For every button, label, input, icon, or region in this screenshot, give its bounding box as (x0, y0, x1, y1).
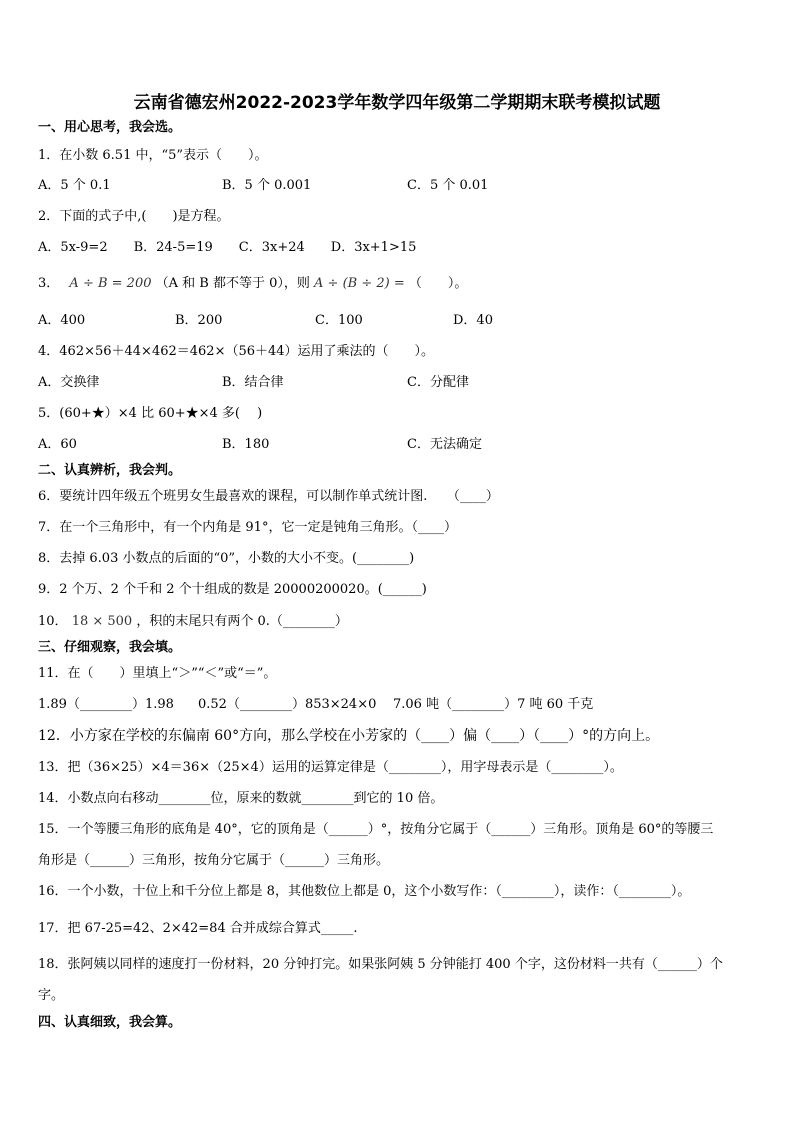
q3-middle-text: （A 和 B 都不等于 0），则 (155, 276, 310, 291)
q10-expression: 18 × 500 (71, 614, 133, 629)
q3-expression-1: A ÷ B = 200 (69, 276, 152, 291)
q11-item-b: 0.52（________）853×24×0 (198, 697, 377, 712)
question-4: 4．462×56＋44×462＝462×（56＋44）运用了乘法的（ ）。 (38, 344, 435, 359)
question-1: 1．在小数 6.51 中，“5”表示（ ）。 (38, 148, 268, 163)
question-2: 2．下面的式子中,( )是方程。 (38, 209, 230, 224)
question-3 (38, 276, 467, 292)
q3-expression-2: A ÷ (B ÷ 2) = (314, 276, 405, 291)
question-15-line-2: 角形是（______）三角形，按角分它属于（______）三角形。 (38, 853, 390, 868)
q3-option-b: B．200 (175, 313, 223, 328)
question-17: 17．把 67-25=42、2×42=84 合并成综合算式_____. (38, 921, 358, 936)
question-7: 7．在一个三角形中，有一个内角是 91°，它一定是钝角三角形。（____） (38, 520, 457, 535)
q5-option-a: A．60 (38, 437, 77, 452)
q10-number: 10． (38, 614, 68, 629)
q3-number: 3． (38, 276, 60, 291)
question-14: 14．小数点向右移动________位，原来的数就________到它的 10 倍。 (38, 791, 444, 806)
page-title: 云南省德宏州2022-2023学年数学四年级第二学期期末联考模拟试题 (133, 93, 661, 113)
q3-option-d: D．40 (453, 313, 493, 328)
section-2-heading: 二、认真辨析，我会判。 (38, 463, 182, 478)
question-10 (38, 614, 348, 630)
q3-option-a: A．400 (38, 313, 86, 328)
section-4-heading: 四、认真细致，我会算。 (38, 1015, 182, 1030)
q4-option-a: A．交换律 (38, 375, 100, 390)
question-12: 12．小方家在学校的东偏南 60°方向，那么学校在小芳家的（____）偏（____）（____）°的方向上。 (38, 728, 660, 744)
question-8: 8．去掉 6.03 小数点的后面的“0”，小数的大小不变。(________) (38, 551, 415, 566)
q5-option-b: B．180 (222, 437, 270, 452)
question-5: 5．(60+★）×4 比 60+★×4 多( ) (38, 406, 263, 421)
question-15-line-1: 15．一个等腰三角形的底角是 40°，它的顶角是（______）°，按角分它属于（______）三角形。顶角是 60°的等腰三 (38, 822, 714, 837)
question-13: 13．把（36×25）×4＝36×（25×4）运用的运算定律是（________），用字母表示是（________）。 (38, 760, 623, 775)
q4-option-b: B．结合律 (222, 375, 284, 390)
q3-option-c: C．100 (315, 313, 363, 328)
question-16: 16．一个小数，十位上和千分位上都是 8，其他数位上都是 0，这个小数写作：（________），读作：（________）。 (38, 884, 691, 899)
question-18-line-2: 字。 (38, 988, 65, 1003)
question-6: 6．要统计四年级五个班男女生最喜欢的课程，可以制作单式统计图. （____） (38, 489, 499, 504)
section-3-heading: 三、仔细观察，我会填。 (38, 640, 182, 655)
q1-option-c: C．5 个 0.01 (407, 178, 489, 193)
q1-option-a: A．5 个 0.1 (38, 178, 111, 193)
q4-option-c: C．分配律 (407, 375, 469, 390)
question-18-line-1: 18．张阿姨以同样的速度打一份材料，20 分钟打完。如果张阿姨 5 分钟能打 400 个字，这份材料一共有（______）个 (38, 957, 723, 972)
question-9: 9．2 个万、2 个千和 2 个十组成的数是 20000200020。(______) (38, 582, 427, 597)
q3-end-text: （ ）。 (408, 276, 468, 291)
section-1-heading: 一、用心思考，我会选。 (38, 120, 182, 135)
q11-item-c: 7.06 吨（________）7 吨 60 千克 (393, 697, 594, 712)
question-11: 11．在（ ）里填上“＞”“＜”或“＝”。 (38, 666, 277, 681)
q10-text: ，积的末尾只有两个 0.（________） (136, 614, 348, 629)
q11-item-a: 1.89（________）1.98 (38, 697, 174, 712)
q2-options: A．5x-9=2 B．24-5=19 C．3x+24 D．3x+1>15 (38, 240, 417, 255)
q1-option-b: B．5 个 0.001 (222, 178, 312, 193)
q5-option-c: C．无法确定 (407, 437, 482, 452)
